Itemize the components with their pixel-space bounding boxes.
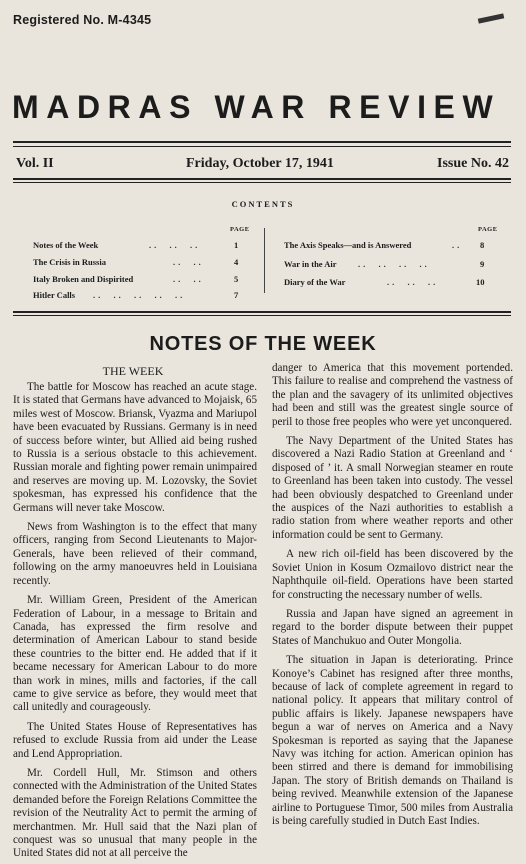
- contents-item[interactable]: [284, 240, 500, 250]
- paragraph: A new rich oil-field has been discovered by the Soviet Union in Kosum Ozmailovo district near the Naphthquile oil-field. Operations have been started for constructing the necessary number of wells.: [272, 548, 513, 601]
- contents-item[interactable]: [33, 257, 251, 267]
- masthead-rule-top: [13, 141, 511, 143]
- contents-item-title: Italy Broken and Dispirited: [33, 274, 134, 284]
- paragraph: danger to America that this movement portended. This failure to realise and comprehend the vastness of the plan and the savagery of its unlimited objectives had been and still was the greatest single source of peril to those free peoples who were yet unconquered.: [272, 362, 513, 428]
- paragraph: Russia and Japan have signed an agreement in regard to the border dispute between their puppet States of Manchukuo and Outer Mongolia.: [272, 607, 513, 647]
- contents-item-page: 7: [234, 290, 239, 300]
- contents-item-page: 8: [480, 240, 485, 250]
- contents-divider: [264, 228, 265, 293]
- masthead-rule-bottom: [13, 146, 511, 147]
- paragraph: The Navy Department of the United States has discovered a Nazi Radio Station at Greenland and ‘ disposed of ’ it. A small Norwegian steamer en route to Greenland has been taken into custody. The vessel had been obviously despatched to Greenland under the auspices of the Nazi authorities to establish a radio station from where weather reports and other information could be sent to Germany.: [272, 435, 513, 541]
- contents-item-page: 10: [476, 277, 485, 287]
- contents-right: [284, 226, 500, 296]
- contents-item[interactable]: [284, 259, 500, 269]
- contents-item-page: 4: [234, 257, 239, 267]
- leader-dots: .. .. ..: [149, 240, 201, 250]
- contents-item[interactable]: [33, 240, 251, 250]
- volume-number: Vol. II: [16, 156, 54, 171]
- contents-item[interactable]: [33, 290, 251, 300]
- contents-item[interactable]: [284, 277, 500, 287]
- leader-dots: ..: [452, 240, 463, 250]
- article-left-column: [13, 381, 257, 861]
- page-column-label: PAGE: [230, 226, 250, 233]
- section-subhead: THE WEEK: [102, 364, 164, 378]
- contents-item-title: The Axis Speaks—and is Answered: [284, 240, 412, 250]
- issue-rule-top: [13, 178, 511, 180]
- issue-number: Issue No. 42: [437, 156, 509, 171]
- paragraph: Mr. William Green, President of the American Federation of Labour, in a message to Britain and Canada, has expressed the firm resolve and determination of American Labour to stand beside these countries to the bitter end. He added that if it became necessary for American Labour to do more than work in mines, mills and factories, if the call came to give service as before, they would meet that call unitedly and courageously.: [13, 594, 257, 714]
- section-title: NOTES OF THE WEEK: [149, 333, 377, 355]
- paragraph: Mr. Cordell Hull, Mr. Stimson and others connected with the Administration of the United States demanded before the Foreign Relations Committee the revision of the Neutrality Act to permit the arming of merchantmen. Mr. Hull said that the Nazi plan of conquest was so unusual that many people in the United States did not at all perceive the: [13, 766, 257, 860]
- leader-dots: .. ..: [173, 274, 204, 284]
- contents-left: [33, 226, 251, 300]
- contents-item-title: Diary of the War: [284, 277, 346, 287]
- issue-line: [13, 156, 511, 176]
- contents-item-title: Notes of the Week: [33, 240, 99, 250]
- contents-heading: CONTENTS: [231, 199, 295, 209]
- contents-rule-bottom: [13, 315, 511, 316]
- leader-dots: .. .. .. ..: [358, 259, 430, 269]
- contents-item-title: War in the Air: [284, 259, 337, 269]
- contents-item-page: 5: [234, 274, 239, 284]
- contents-item-title: The Crisis in Russia: [33, 257, 106, 267]
- contents-item-title: Hitler Calls: [33, 290, 76, 300]
- contents-item-page: 9: [480, 259, 485, 269]
- contents-item[interactable]: [33, 274, 251, 284]
- paragraph: The battle for Moscow has reached an acute stage. It is stated that Germans have advanced to Mojaisk, 65 miles west of Moscow. Briansk, Vyazma and Mariupol have been evacuated by Russians. Germany is in need of success before winter, but Allied aid being rushed to Russia is a serious obstacle to this achievement. Russian morale and fighting power remain unimpaired and reserves are moving up. M. Lozovsky, the Soviet spokesman, has expressed his confidence that the Germans will never take Moscow.: [13, 381, 257, 514]
- leader-dots: .. ..: [173, 257, 204, 267]
- paragraph: The United States House of Representatives has refused to exclude Russia from aid under the Lease and Lend Appropriation.: [13, 720, 257, 760]
- issue-rule-bottom: [13, 182, 511, 183]
- contents-rule-top: [13, 311, 511, 313]
- paragraph: News from Washington is to the effect that many officers, ranging from Second Lieutenants to Major-Generals, have been relieved of their command, following on the army manoeuvres held in Louisiana recently.: [13, 521, 257, 587]
- masthead-title: MADRAS WAR REVIEW: [12, 89, 501, 125]
- leader-dots: .. .. ..: [387, 277, 439, 287]
- paragraph: The situation in Japan is deteriorating. Prince Konoye’s Cabinet has resigned after three months, because of lack of complete agreement in regard to national policy. It appears that military control of public affairs is likely. Japanese newspapers have begun a war of nerves on America and a Navy Spokesman is reported as saying that the Japanese Navy was itching for action. American opinion has been stirred and there is demand for immobilising Japan. The story of British demands on Thailand is being revived. Meanwhile extension of the Japanese airline to Portuguese Timor, 500 miles from Australia is being carefully studied in Dutch East Indies.: [272, 654, 513, 827]
- issue-date: Friday, October 17, 1941: [186, 156, 334, 171]
- corner-pen-mark: [478, 13, 504, 23]
- contents-item-page: 1: [234, 240, 239, 250]
- leader-dots: .. .. .. .. ..: [93, 290, 186, 300]
- page-column-label: PAGE: [478, 226, 498, 233]
- registration-number: Registered No. M-4345: [13, 13, 152, 27]
- article-right-column: [272, 362, 513, 828]
